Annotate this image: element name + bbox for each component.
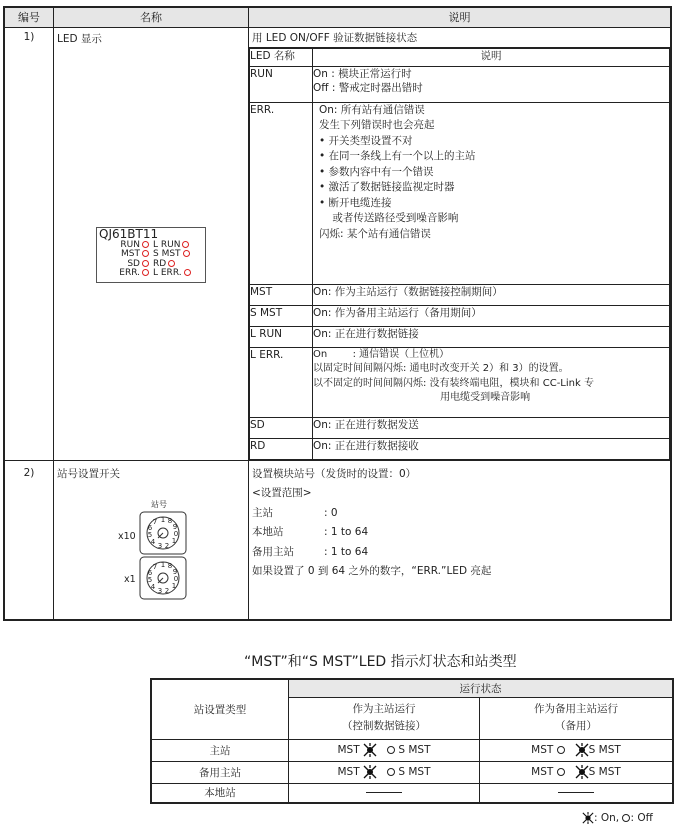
range-local: 本地站 : 1 to 64 xyxy=(252,526,369,538)
led-name: S MST xyxy=(250,305,313,326)
led-row-err: ERR. On: 所有站有通信错误 发生下列错误时也会亮起 • 开关类型设置不对 • 在同一条线上有一个以上的主站 • 参数内容中有一个错误 • 激活了数据链接监视定时器 • 断开电缆连接 或者传送路径受到噪音影响 闪烁: 某个站有通信错误 xyxy=(250,102,670,284)
led-on-icon xyxy=(363,743,377,757)
led-off-icon xyxy=(557,768,565,776)
svg-text:9: 9 xyxy=(172,522,178,531)
svg-text:5: 5 xyxy=(147,575,153,584)
row1-name: LED 显示 xyxy=(57,32,102,45)
panel-led-mst: MST xyxy=(97,250,149,260)
row2-name-cell xyxy=(54,460,249,620)
panel-led-rd: RD xyxy=(153,260,205,270)
svg-text:2: 2 xyxy=(164,586,170,595)
row2-name: 站号设置开关 xyxy=(57,467,120,480)
led-name: L ERR. xyxy=(250,347,313,417)
led-row-mst: MST On: 作为主站运行（数据链接控制期间） xyxy=(250,284,670,305)
range-standby: 备用主站 : 1 to 64 xyxy=(252,545,369,558)
led-off-icon xyxy=(387,746,395,754)
panel-led-lerr: L ERR. xyxy=(153,269,205,279)
led-row-lrun: L RUN On: 正在进行数据链接 xyxy=(250,326,670,347)
col-station-type: 站设置类型 xyxy=(151,679,289,739)
led-row-lerr: L ERR. On : 通信错误（上位机） 以固定时间间隔闪烁: 通电时改变开关 2）和 3）的设置。 以不固定的时间间隔闪烁: 没有装终端电阻，模块和 CC-Link 专 用电缆受到噪音影响 xyxy=(250,347,670,417)
svg-text:0: 0 xyxy=(173,574,179,583)
sub-row-local: 本地站 xyxy=(151,783,673,803)
led-row-sd: SD On: 正在进行数据发送 xyxy=(250,417,670,438)
led-name: SD xyxy=(250,417,313,438)
led-name: MST xyxy=(250,284,313,305)
x1-label: x1 xyxy=(124,573,136,585)
led-on-icon xyxy=(363,765,377,779)
sub-row-master: 主站 MST S MST MST S MST xyxy=(151,739,673,761)
panel-led-err: ERR. xyxy=(97,269,149,279)
led-on-icon xyxy=(575,743,589,757)
svg-text:8: 8 xyxy=(167,561,173,570)
row1-description xyxy=(249,27,672,460)
svg-text:5: 5 xyxy=(147,530,153,539)
led-name: RUN xyxy=(250,66,313,102)
svg-text:8: 8 xyxy=(167,516,173,525)
led-inner-table xyxy=(249,48,670,460)
row1-name-cell xyxy=(54,27,249,460)
station-type-table xyxy=(150,678,674,804)
led-name: ERR. xyxy=(250,102,313,284)
led-on-icon xyxy=(582,812,594,824)
led-panel-figure xyxy=(96,227,206,283)
row1-number: 1) xyxy=(4,27,54,460)
led-name: RD xyxy=(250,438,313,459)
svg-text:9: 9 xyxy=(172,567,178,576)
svg-text:7: 7 xyxy=(152,562,158,571)
svg-text:6: 6 xyxy=(147,568,153,577)
svg-text:3: 3 xyxy=(157,541,163,550)
panel-title: QJ61BT11 xyxy=(99,226,159,241)
led-row-rd: RD On: 正在进行数据接收 xyxy=(250,438,670,459)
range-master: 主站 : 0 xyxy=(252,506,338,519)
svg-text:1: 1 xyxy=(160,515,166,524)
rotary-switch-x10[interactable] xyxy=(139,511,187,555)
svg-text:7: 7 xyxy=(152,517,158,526)
svg-text:4: 4 xyxy=(150,537,156,546)
row1-desc-title: 用 LED ON/OFF 验证数据链接状态 xyxy=(249,28,670,48)
led-off-icon xyxy=(387,768,395,776)
led-description-table xyxy=(3,6,672,621)
led-on-icon xyxy=(575,765,589,779)
svg-text:1: 1 xyxy=(171,581,177,590)
header-number: 编号 xyxy=(4,7,54,27)
svg-text:6: 6 xyxy=(147,523,153,532)
panel-led-run: RUN xyxy=(97,241,149,251)
led-row-run: RUN On : 模块正常运行时 Off : 警戒定时器出错时 xyxy=(250,66,670,102)
sub-row-standby: 备用主站 MST S MST MST S MST xyxy=(151,761,673,783)
svg-text:0: 0 xyxy=(173,529,179,538)
dash xyxy=(366,792,402,793)
header-description: 说明 xyxy=(249,7,672,27)
col-as-standby: 作为备用主站运行 （备用） xyxy=(480,697,674,739)
col-as-master: 作为主站运行 （控制数据链接） xyxy=(289,697,480,739)
row2-number: 2) xyxy=(4,460,54,620)
sub-title: “MST”和“S MST”LED 指示灯状态和站类型 xyxy=(244,654,517,670)
led-off-icon xyxy=(557,746,565,754)
x10-label: x10 xyxy=(118,530,136,542)
svg-text:4: 4 xyxy=(150,582,156,591)
svg-text:1: 1 xyxy=(171,536,177,545)
led-row-smst: S MST On: 作为备用主站运行（备用期间） xyxy=(250,305,670,326)
legend: : On, : Off xyxy=(582,812,653,824)
header-name: 名称 xyxy=(54,7,249,27)
rotary-switch-x1[interactable] xyxy=(139,556,187,600)
inner-header-name: LED 名称 xyxy=(250,48,313,66)
svg-text:2: 2 xyxy=(164,541,170,550)
panel-led-smst: S MST xyxy=(153,250,205,260)
panel-led-sd: SD xyxy=(97,260,149,270)
dash xyxy=(558,792,594,793)
svg-text:3: 3 xyxy=(157,586,163,595)
svg-text:1: 1 xyxy=(160,560,166,569)
switch-label: 站号 xyxy=(151,499,167,509)
inner-header-desc: 说明 xyxy=(313,48,670,66)
panel-led-lrun: L RUN xyxy=(153,241,205,251)
col-run-state: 运行状态 xyxy=(289,679,674,697)
row2-description: 设置模块站号（发货时的设置：0） <设置范围> 主站 : 0 本地站 : 1 to 64 备用主站 : 1 to 64 如果设置了 0 到 64 之外的数字，“ERR.”LED 亮起 xyxy=(249,460,672,620)
led-name: L RUN xyxy=(250,326,313,347)
